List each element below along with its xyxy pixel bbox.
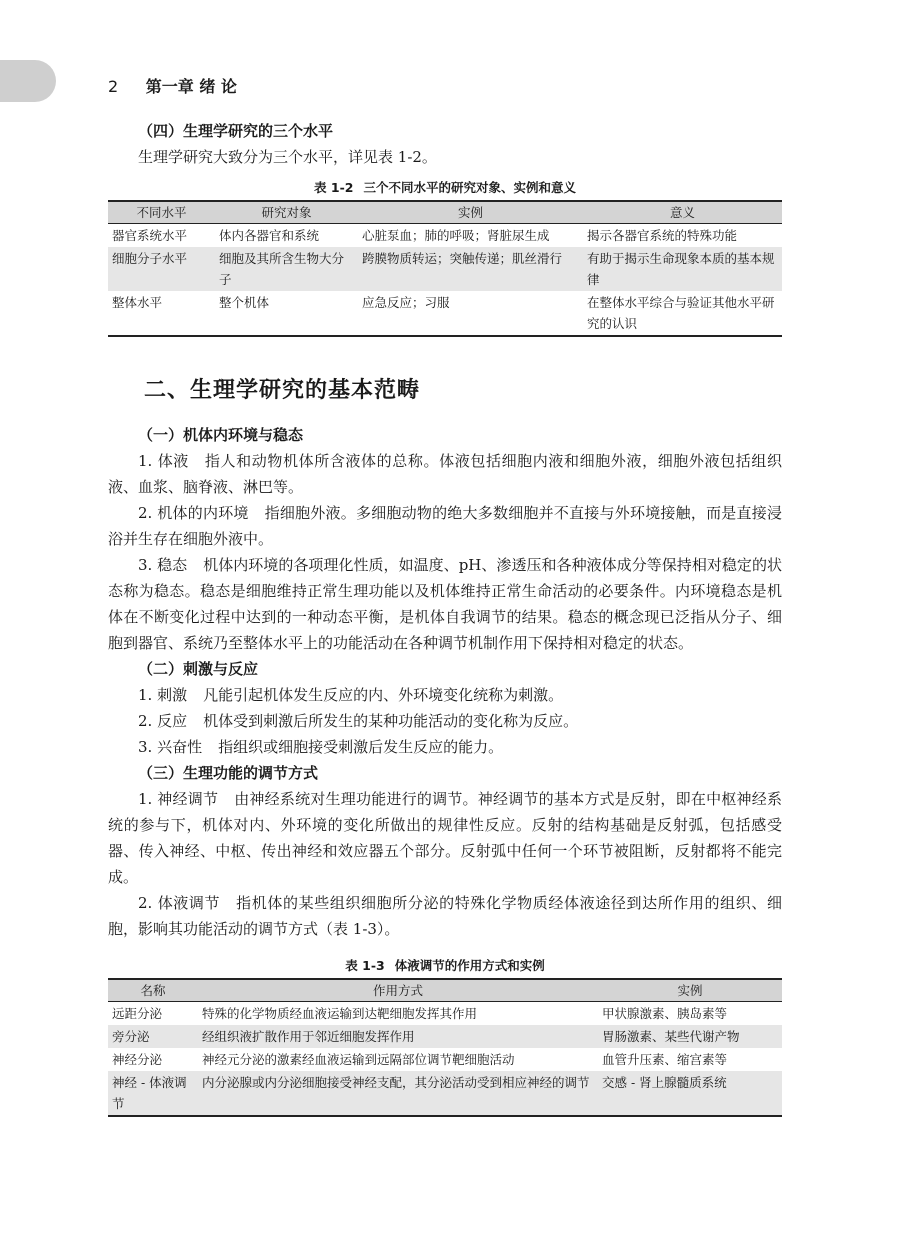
paragraph: [108, 890, 782, 942]
table-title: 三个不同水平的研究对象、实例和意义: [363, 180, 576, 195]
table-cell: 跨膜物质转运；突触传递；肌丝滑行: [358, 247, 583, 291]
table-cell: 远距分泌: [112, 1006, 163, 1021]
table-number: 表 1-3: [345, 958, 385, 973]
page-number: 2: [108, 77, 119, 96]
table-cell: 体内各器官和系统: [219, 228, 320, 243]
column-header: 研究对象: [215, 201, 358, 224]
table-row: [108, 291, 782, 336]
subsection-title: （一）机体内环境与稳态: [138, 426, 304, 444]
table-cell: 细胞分子水平: [108, 247, 215, 291]
page-edge-tab: [0, 60, 56, 102]
subsection-title: （三）生理功能的调节方式: [138, 764, 319, 782]
paragraph: [108, 786, 782, 890]
page-body: [108, 118, 782, 1117]
definition: 指细胞外液。多细胞动物的绝大多数细胞并不直接与外环境接触，而是直接浸浴并生存在细胞外液中。: [108, 504, 782, 548]
definition: 机体内环境的各项理化性质，如温度、pH、渗透压和各种液体成分等保持相对稳定的状态称为稳态。稳态是细胞维持正常生理功能以及机体维持正常生命活动的必要条件。内环境稳态是机体在不断变化过程中达到的一种动态平衡，是机体自我调节的结果。稳态的概念现已泛指从分子、细胞到器官、系统乃至整体水平上的功能活动在各种调节机制作用下保持相对稳定的状态。: [108, 556, 782, 652]
table-cell: 在整体水平综合与验证其他水平研究的认识: [583, 291, 782, 336]
paragraph: [108, 708, 782, 734]
subsection-title: （四）生理学研究的三个水平: [138, 122, 334, 140]
column-header: 实例: [358, 201, 583, 224]
table-cell: 神经元分泌的激素经血液运输到远隔部位调节靶细胞活动: [202, 1052, 515, 1067]
table-row: [108, 247, 782, 291]
paragraph: [108, 448, 782, 500]
table-caption: [108, 956, 782, 974]
column-header: 作用方式: [198, 979, 598, 1002]
table-research-levels: [108, 200, 782, 337]
column-header: 不同水平: [108, 201, 215, 224]
table-row: [108, 224, 782, 248]
table-row: [108, 1025, 782, 1048]
paragraph: [108, 682, 782, 708]
definition: 指人和动物机体所含液体的总称。体液包括细胞内液和细胞外液，细胞外液包括组织液、血浆、脑脊液、淋巴等。: [108, 452, 782, 496]
table-caption: [108, 178, 782, 196]
table-cell: 整体水平: [108, 291, 215, 336]
table-title: 体液调节的作用方式和实例: [394, 958, 545, 973]
table-row: [108, 1071, 782, 1116]
section-title: 二、生理学研究的基本范畴: [144, 377, 421, 403]
term: 3. 兴奋性: [138, 738, 203, 756]
table-cell: 心脏泵血；肺的呼吸；肾脏尿生成: [362, 228, 550, 243]
table-cell: 特殊的化学物质经血液运输到达靶细胞发挥其作用: [202, 1006, 478, 1021]
table-humoral-regulation: [108, 978, 782, 1117]
chapter-title: 第一章 绪 论: [145, 77, 237, 96]
table-cell: 细胞及其所含生物大分子: [215, 247, 358, 291]
paragraph: [108, 500, 782, 552]
paragraph: 生理学研究大致分为三个水平，详见表 1-2。: [138, 148, 437, 166]
term: 1. 体液: [138, 452, 189, 470]
table-row: [108, 1002, 782, 1026]
table-cell: 神经 - 体液调节: [108, 1071, 198, 1116]
table-cell: 揭示各器官系统的特殊功能: [587, 228, 738, 243]
term: 3. 稳态: [138, 556, 188, 574]
table-cell: 甲状腺激素、胰岛素等: [602, 1006, 728, 1021]
table-header-row: [108, 979, 782, 1002]
term: 1. 神经调节: [138, 790, 219, 808]
term: 1. 刺激: [138, 686, 188, 704]
subsection-title: （二）刺激与反应: [138, 660, 259, 678]
table-cell: 血管升压素、缩宫素等: [602, 1052, 728, 1067]
table-number: 表 1-2: [314, 180, 354, 195]
running-header: [108, 74, 237, 97]
table-cell: 有助于揭示生命现象本质的基本规律: [583, 247, 782, 291]
definition: 指机体的某些组织细胞所分泌的特殊化学物质经体液途径到达所作用的组织、细胞，影响其功能活动的调节方式（表 1-3）。: [108, 894, 782, 938]
definition: 由神经系统对生理功能进行的调节。神经调节的基本方式是反射，即在中枢神经系统的参与下，机体对内、外环境的变化所做出的规律性反应。反射的结构基础是反射弧，包括感受器、传入神经、中枢、传出神经和效应器五个部分。反射弧中任何一个环节被阻断，反射都将不能完成。: [108, 790, 782, 886]
table-cell: 经组织液扩散作用于邻近细胞发挥作用: [198, 1025, 598, 1048]
column-header: 意义: [583, 201, 782, 224]
table-cell: 内分泌腺或内分泌细胞接受神经支配，其分泌活动受到相应神经的调节: [198, 1071, 598, 1116]
table-cell: 胃肠激素、某些代谢产物: [598, 1025, 782, 1048]
table-cell: 器官系统水平: [112, 228, 188, 243]
table-cell: 应急反应；习服: [358, 291, 583, 336]
term: 2. 机体的内环境: [138, 504, 249, 522]
table-header-row: [108, 201, 782, 224]
definition: 机体受到刺激后所发生的某种功能活动的变化称为反应。: [203, 712, 579, 730]
table-row: [108, 1048, 782, 1071]
paragraph: [108, 552, 782, 656]
definition: 凡能引起机体发生反应的内、外环境变化统称为刺激。: [203, 686, 564, 704]
table-cell: 交感 - 肾上腺髓质系统: [598, 1071, 782, 1116]
term: 2. 反应: [138, 712, 188, 730]
paragraph: [108, 734, 782, 760]
column-header: 名称: [108, 979, 198, 1002]
column-header: 实例: [598, 979, 782, 1002]
table-cell: 神经分泌: [112, 1052, 163, 1067]
table-cell: 整个机体: [215, 291, 358, 336]
term: 2. 体液调节: [138, 894, 221, 912]
table-cell: 旁分泌: [108, 1025, 198, 1048]
definition: 指组织或细胞接受刺激后发生反应的能力。: [218, 738, 504, 756]
